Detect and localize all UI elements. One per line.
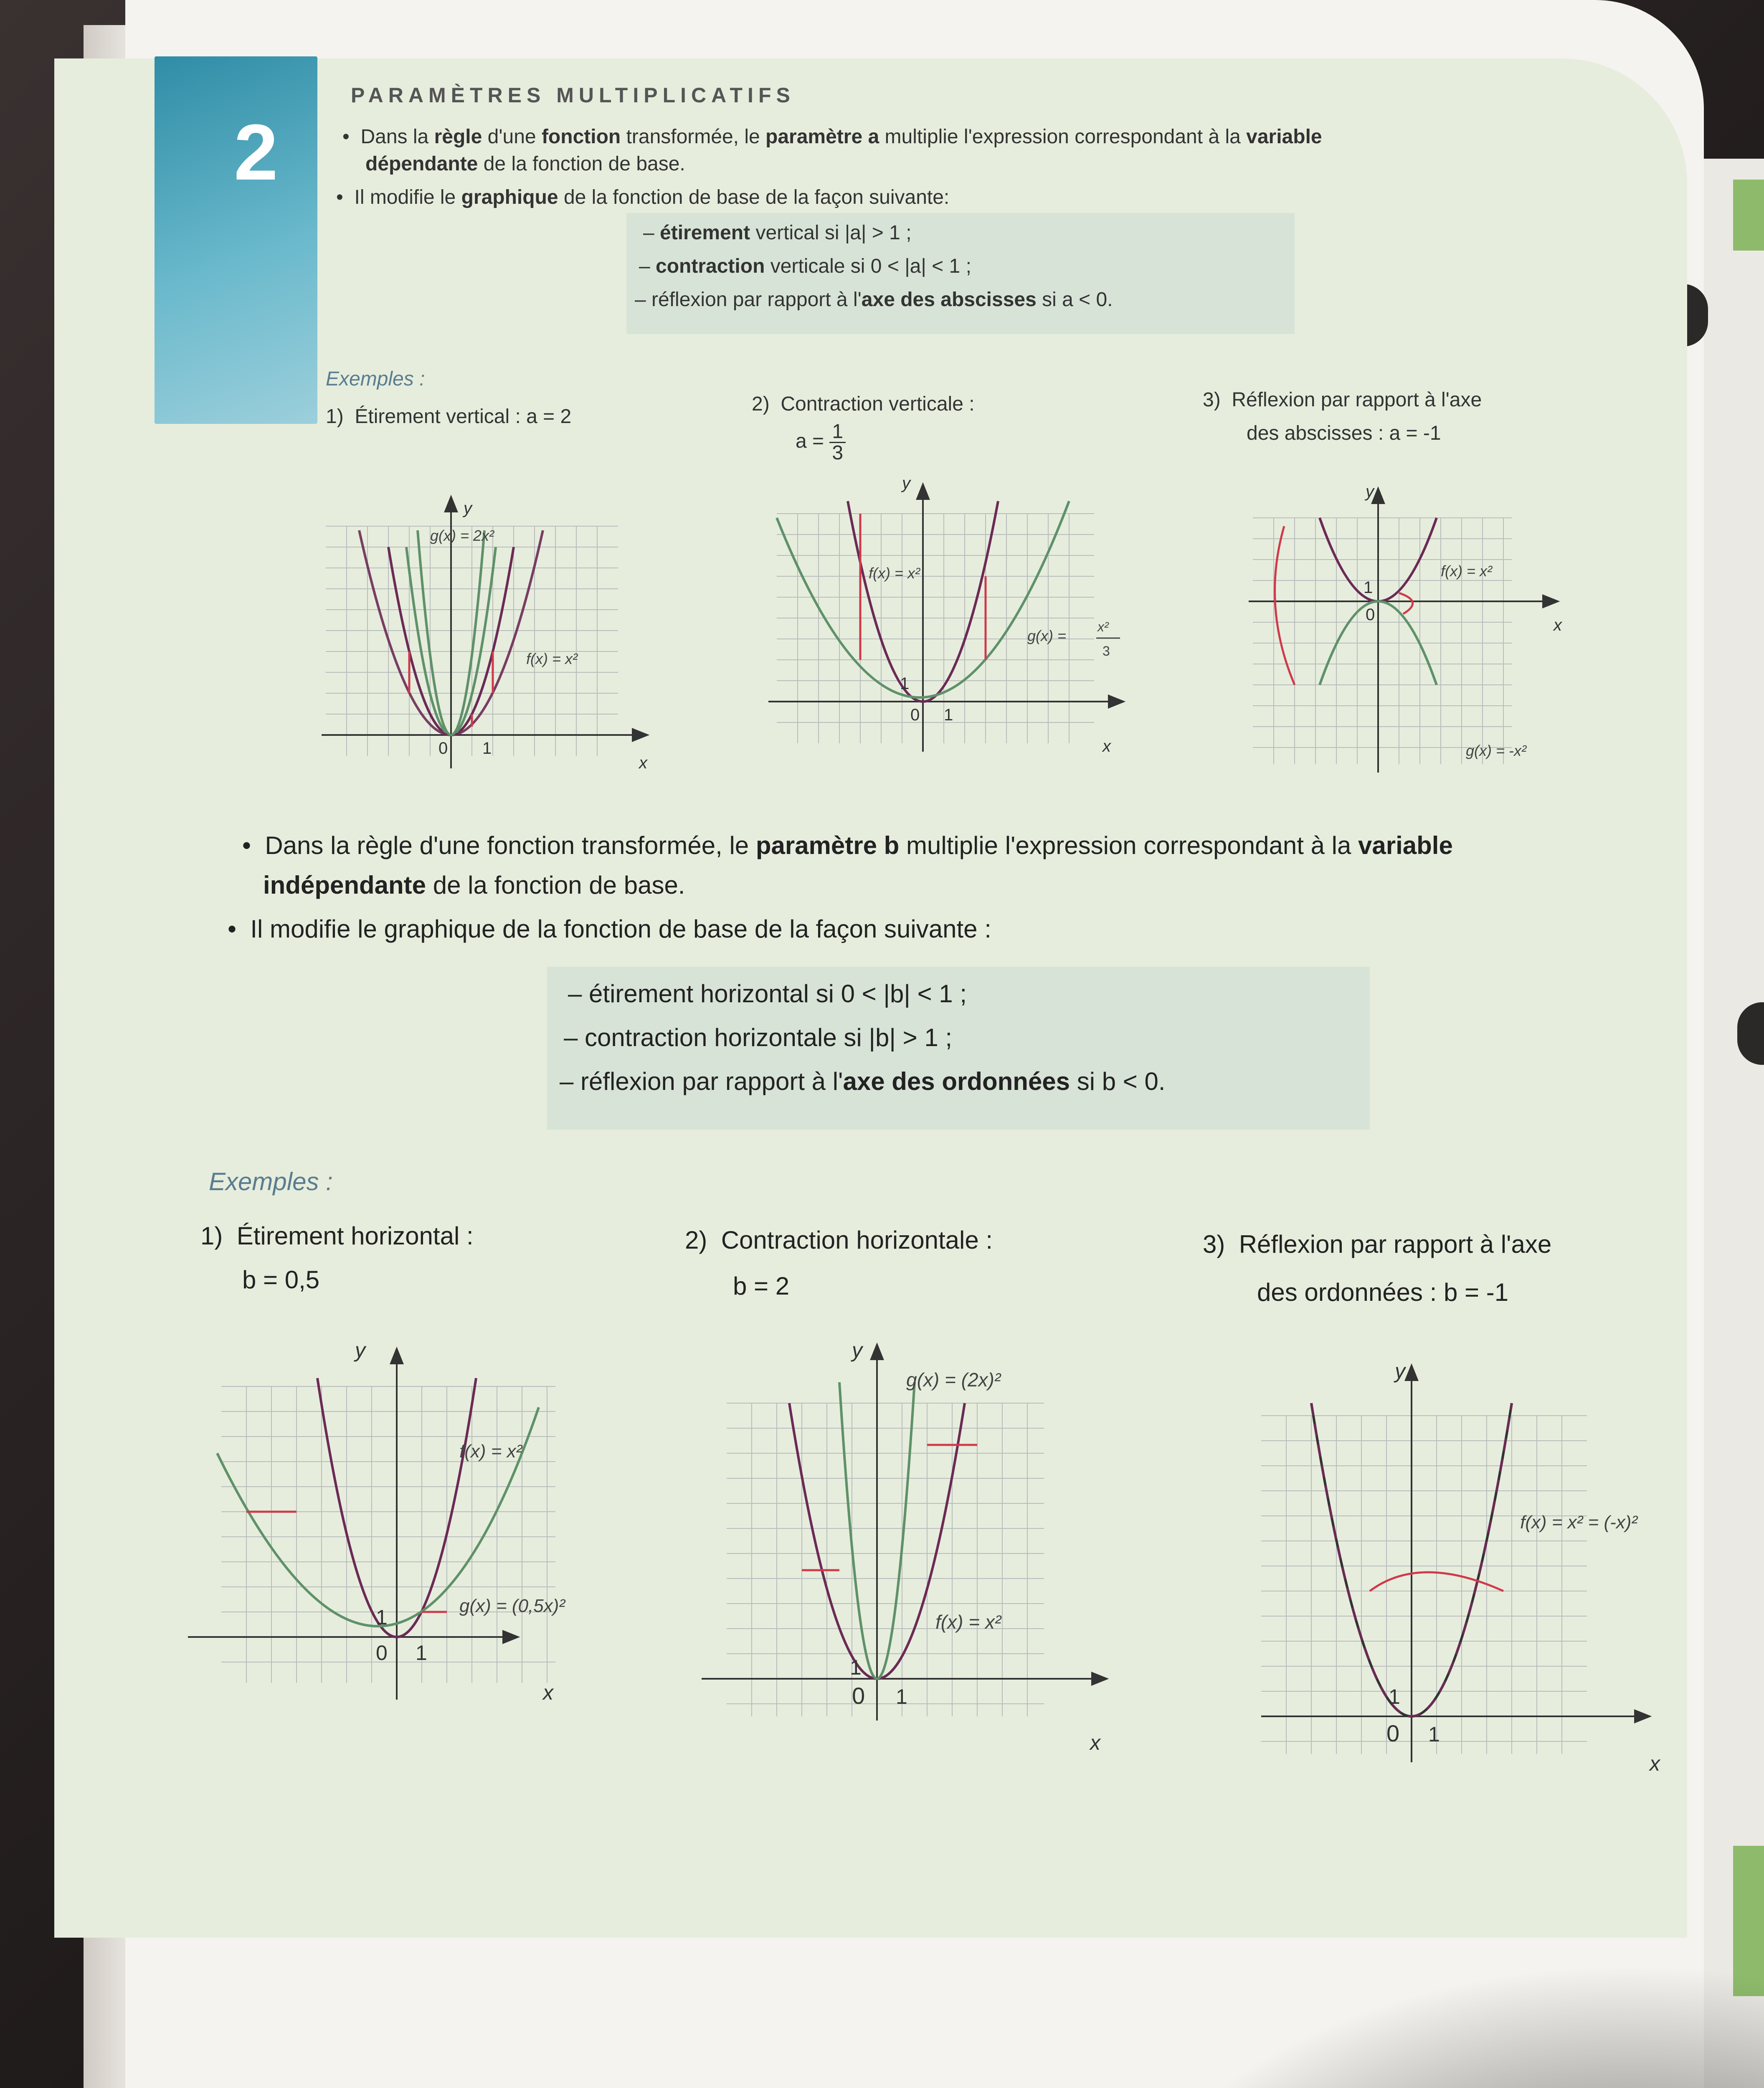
graph-horizontal-stretch [180, 1324, 647, 1733]
origin-label: 0 [1386, 1720, 1400, 1746]
unit-label-y: 1 [850, 1656, 862, 1679]
section-title: PARAMÈTRES MULTIPLICATIFS [351, 84, 795, 107]
part-a-example-2-title: 2) Contraction verticale : [752, 393, 975, 415]
y-axis-label: y [852, 1338, 862, 1362]
reflection-arc [1399, 593, 1413, 614]
transformed-curve-label: g(x) = [1027, 627, 1067, 644]
part-a-example-2-param: a = $\frac{1}{3}$ [796, 422, 846, 463]
y-axis-label: y [1395, 1359, 1405, 1383]
unit-label: 1 [482, 739, 492, 758]
part-a-rule-2: – contraction verticale si 0 < |a| < 1 ; [639, 255, 971, 277]
origin-label: 0 [910, 706, 920, 724]
graph-vertical-contraction [760, 451, 1169, 777]
unit-label-x: 1 [944, 706, 953, 724]
x-axis-label: x [1102, 737, 1111, 755]
grid [727, 1403, 1044, 1716]
origin-label: 0 [376, 1641, 388, 1665]
part-b-bullet-2: • Il modifie le graphique de la fonction de base de la façon suivante : [228, 915, 991, 943]
x-axis-label: x [1090, 1731, 1100, 1754]
part-b-example-2-param: b = 2 [733, 1272, 790, 1300]
unit-label: 1 [1364, 578, 1373, 597]
base-curve-label: f(x) = x² [935, 1611, 1001, 1633]
origin-label: 0 [1366, 606, 1375, 624]
part-a-bullet-2: • Il modifie le graphique de la fonction de base de la façon suivante: [336, 186, 950, 208]
transformed-curve-label: g(x) = 2x² [430, 527, 494, 544]
part-b-example-2-title: 2) Contraction horizontale : [685, 1226, 993, 1254]
origin-label: 0 [438, 739, 448, 758]
graph-y-axis-reflection [1261, 1353, 1679, 1796]
base-curve-label: f(x) = x² [869, 565, 920, 582]
part-b-example-3-title: 3) Réflexion par rapport à l'axe [1203, 1230, 1552, 1258]
part-b-bullet-1: • Dans la règle d'une fonction transformée, le paramètre b multiplie l'expression correspondant à la variable [242, 831, 1453, 859]
reflection-arc [1275, 526, 1295, 685]
y-axis-label: y [464, 499, 472, 517]
graph-horizontal-contraction [685, 1332, 1144, 1754]
part-a-bullet-1: • Dans la règle d'une fonction transformée, le paramètre a multiplie l'expression correspondant à la variable [342, 126, 1322, 148]
unit-label-x: 1 [896, 1685, 907, 1708]
part-a-bullet-1-line-2: dépendante de la fonction de base. [365, 153, 685, 175]
base-curve-label: f(x) = x² [459, 1441, 522, 1462]
part-a-example-3-param: des abscisses : a = -1 [1247, 422, 1441, 444]
transformed-curve [217, 1407, 539, 1626]
graph-x-axis-reflection [1244, 472, 1587, 798]
axes [1261, 1366, 1650, 1762]
x-axis-label: x [543, 1681, 553, 1704]
part-b-rule-2: – contraction horizontale si |b| > 1 ; [564, 1024, 953, 1052]
y-axis-label: y [355, 1338, 365, 1362]
y-axis-label: y [902, 474, 910, 492]
base-curve-label: f(x) = x² = (-x)² [1520, 1512, 1638, 1533]
y-axis-label: y [1366, 482, 1374, 501]
part-b-examples-label: Exemples : [209, 1168, 333, 1196]
transformed-curve-label-num: x² [1097, 619, 1109, 634]
unit-label-y: 1 [900, 674, 910, 693]
unit-label-y: 1 [376, 1606, 388, 1629]
part-a-examples-label: Exemples : [326, 368, 425, 390]
base-curve-label: f(x) = x² [526, 650, 578, 667]
base-curve-label: f(x) = x² [1441, 563, 1492, 580]
transformed-curve-label-den: 3 [1102, 644, 1110, 659]
part-b-example-3-param: des ordonnées : b = -1 [1257, 1278, 1509, 1306]
part-b-example-1-param: b = 0,5 [242, 1266, 320, 1294]
grid [1253, 518, 1512, 764]
transformed-curve-label: g(x) = (0,5x)² [459, 1596, 565, 1616]
x-axis-label: x [1650, 1752, 1660, 1775]
part-a-example-1-title: 1) Étirement vertical : a = 2 [326, 405, 572, 428]
x-axis-label: x [1554, 616, 1562, 634]
unit-label-y: 1 [1389, 1685, 1400, 1708]
unit-label-x: 1 [1428, 1723, 1440, 1746]
next-page-tab [1733, 180, 1764, 251]
photo-shadow [1086, 1963, 1764, 2088]
section-number: 2 [234, 108, 278, 197]
part-a-rule-3: – réflexion par rapport à l'axe des abscisses si a < 0. [635, 289, 1113, 311]
transformed-curve-label: g(x) = -x² [1466, 742, 1527, 759]
origin-label: 0 [852, 1683, 865, 1709]
grid [1261, 1416, 1587, 1754]
part-a-example-3-title: 3) Réflexion par rapport à l'axe [1203, 389, 1482, 411]
part-b-rule-3: – réflexion par rapport à l'axe des ordonnées si b < 0. [560, 1067, 1166, 1095]
transformed-curve-label: g(x) = (2x)² [906, 1369, 1001, 1391]
axes [188, 1349, 518, 1700]
graph-vertical-stretch [317, 480, 660, 781]
part-b-example-1-title: 1) Étirement horizontal : [200, 1222, 474, 1250]
part-b-bullet-1-line-2: indépendante de la fonction de base. [263, 871, 685, 899]
part-a-rule-1: – étirement vertical si |a| > 1 ; [643, 222, 912, 244]
unit-label-x: 1 [416, 1641, 427, 1665]
part-b-rule-1: – étirement horizontal si 0 < |b| < 1 ; [568, 980, 967, 1008]
x-axis-label: x [639, 754, 647, 772]
